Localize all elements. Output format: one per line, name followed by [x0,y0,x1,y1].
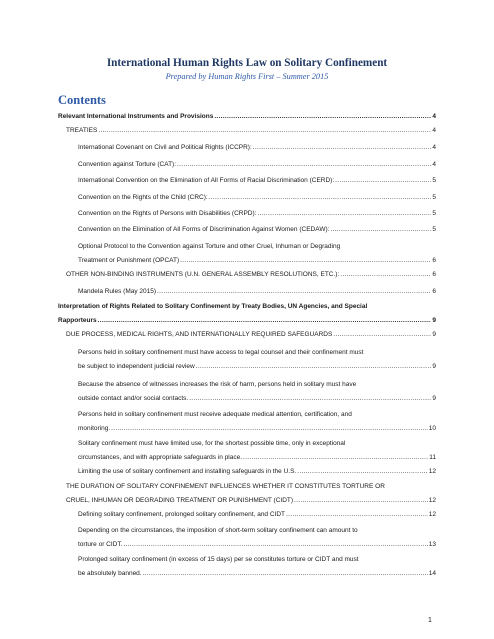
toc-entry-title: Because the absence of witnesses increases the risk of harm, persons held in solitary must have [78,381,357,388]
toc-entry-title: Rapporteurs [58,317,97,324]
toc-page-number: 4 [432,113,436,120]
toc-page-number: 4 [432,127,436,134]
toc-entry-title: Persons held in solitary confinement must have access to legal counsel and their confinement must [78,349,364,356]
dot-leader [98,124,431,138]
toc-entry-title: Limiting the use of solitary confinement and installing safeguards in the U.S. [78,468,297,475]
toc-entry[interactable] [66,480,436,508]
toc-entry-title: CRUEL, INHUMAN OR DEGRADING TREATMENT OR PUNISHMENT (CIDT) [66,497,294,504]
dot-leader [333,328,431,342]
toc-entry-title: Convention against Torture (CAT): [78,161,177,168]
toc-entry[interactable] [78,191,436,205]
dot-leader [143,567,428,581]
toc-entry[interactable] [78,465,436,479]
toc-entry-title: TREATIES [66,127,98,134]
dot-leader [257,207,431,221]
dot-leader [189,392,431,406]
dot-leader [111,422,428,436]
toc-entry-title: Prolonged solitary confinement (in excess of 15 days) per se constitutes torture or CIDT and must [78,556,359,563]
toc-entry-title: Depending on the circumstances, the imposition of short-term solitary confinement can amount to [78,527,358,534]
toc-entry[interactable] [66,124,436,138]
toc-page-number: 4 [432,161,436,168]
toc-page-number: 6 [432,271,436,278]
toc-entry-title: Solitary confinement must have limited use, for the shortest possible time, only in exceptional [78,440,346,447]
toc-page-number: 6 [432,288,436,295]
dot-leader [243,451,428,465]
toc-entry[interactable] [78,346,436,374]
toc-entry-title: torture or CIDT. [78,541,123,548]
toc-entry[interactable] [78,508,436,522]
dot-leader [286,508,428,522]
toc-entry[interactable] [78,158,436,172]
document-subtitle: Prepared by Human Rights First – Summer 2015 [165,72,329,81]
toc-page-number: 12 [428,468,436,475]
toc-entry-title: be absolutely banned. [78,570,142,577]
toc-page-number: 6 [432,257,436,264]
toc-entry-title: Defining solitary confinement, prolonged solitary confinement, and CIDT [78,511,286,518]
toc-entry-title: International Covenant on Civil and Political Rights (ICCPR): [78,144,252,151]
toc-entry[interactable] [66,268,436,282]
toc-entry[interactable] [66,328,436,342]
dot-leader [330,223,431,237]
toc-entry[interactable] [78,223,436,237]
toc-entry[interactable] [78,524,436,552]
contents-heading: Contents [58,93,106,107]
toc-entry[interactable] [78,553,436,581]
toc-entry-title: Persons held in solitary confinement must receive adequate medical attention, certification, and [78,411,352,418]
dot-leader [177,158,431,172]
toc-entry[interactable] [78,378,436,406]
toc-entry-title: THE DURATION OF SOLITARY CONFINEMENT INFLUENCES WHETHER IT CONSTITUTES TORTURE OR [66,483,385,490]
toc-entry[interactable] [78,437,436,465]
toc-entry-title: be subject to independent judicial review [78,363,195,370]
dot-leader [157,285,431,299]
dot-leader [335,174,431,188]
document-title: International Human Rights Law on Solitary Confinement [106,57,388,69]
toc-entry-title: Mandela Rules (May 2015) [78,288,157,295]
dot-leader [253,141,432,155]
toc-entry-title: monitoring. [78,425,111,432]
toc-entry-title: OTHER NON-BINDING INSTRUMENTS (U.N. GENERAL ASSEMBLY RESOLUTIONS, ETC.): [66,271,340,278]
dot-leader [196,360,432,374]
toc-entry-title: Relevant International Instruments and Provisions [58,113,214,120]
dot-leader [214,110,431,124]
toc-entry[interactable] [58,110,436,124]
toc-entry[interactable] [58,300,436,328]
toc-page-number: 12 [428,511,436,518]
page-number: 1 [428,617,432,624]
dot-leader [297,465,428,479]
toc-page-number: 12 [428,497,436,504]
dot-leader [180,254,431,268]
toc-entry-title: Convention on the Rights of Persons with Disabilities (CRPD): [78,210,257,217]
toc-entry-title: International Convention on the Elimination of All Forms of Racial Discrimination (CERD): [78,177,335,184]
toc-entry[interactable] [78,408,436,436]
toc-page-number: 14 [428,570,436,577]
dot-leader [209,191,432,205]
dot-leader [123,538,427,552]
toc-page-number: 9 [432,331,436,338]
toc-entry-title: DUE PROCESS, MEDICAL RIGHTS, AND INTERNATIONALLY REQUIRED SAFEGUARDS [66,331,333,338]
toc-page-number: 9 [432,317,436,324]
toc-entry-title: circumstances, and with appropriate safeguards in place. [78,454,243,461]
toc-entry[interactable] [78,240,436,268]
toc-entry[interactable] [78,207,436,221]
toc-entry-title: Optional Protocol to the Convention against Torture and other Cruel, Inhuman or Degrading [78,243,341,250]
toc-entry-title: Convention on the Elimination of All Forms of Discrimination Against Women (CEDAW): [78,226,330,233]
toc-entry[interactable] [78,141,436,155]
toc-page-number: 13 [428,541,436,548]
toc-page-number: 10 [428,425,436,432]
toc-page-number: 5 [432,226,436,233]
toc-page-number: 5 [432,210,436,217]
toc-page-number: 4 [432,144,436,151]
toc-entry-title: outside contact and/or social contacts. [78,395,189,402]
toc-entry-title: Interpretation of Rights Related to Solitary Confinement by Treaty Bodies, UN Agencies, and Special [58,303,368,310]
toc-page-number: 11 [429,454,436,461]
dot-leader [294,494,428,508]
dot-leader [340,268,431,282]
toc-page-number: 9 [432,363,436,370]
dot-leader [98,314,432,328]
toc-entry-title: Treatment or Punishment (OPCAT) [78,257,180,264]
toc-page-number: 5 [432,194,436,201]
toc-page-number: 5 [432,177,436,184]
toc-entry[interactable] [78,285,436,299]
toc-entry-title: Convention on the Rights of the Child (CRC): [78,194,208,201]
toc-entry[interactable] [78,174,436,188]
toc-page-number: 9 [432,395,436,402]
